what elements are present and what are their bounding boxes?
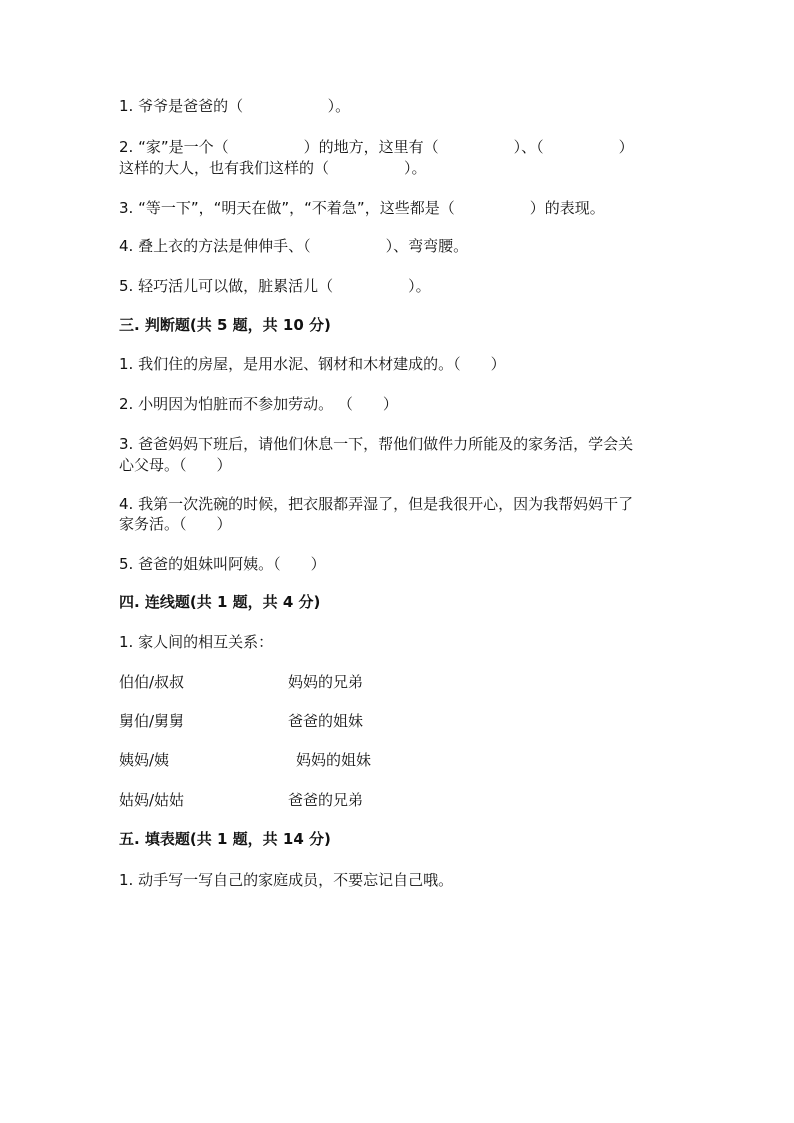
matching-right-item: 爸爸的姐妹 <box>288 712 364 730</box>
matching-right-item: 妈妈的姐妹 <box>296 751 372 769</box>
judge-section-heading: 三. 判断题(共 5 题，共 10 分) <box>119 316 331 334</box>
matching-section-heading: 四. 连线题(共 1 题，共 4 分) <box>119 593 321 611</box>
table-fill-section-heading: 五. 填表题(共 1 题，共 14 分) <box>119 830 331 848</box>
matching-right-item: 妈妈的兄弟 <box>288 673 364 691</box>
judge-question-3-line-1: 3. 爸爸妈妈下班后，请他们休息一下，帮他们做件力所能及的家务活，学会关 <box>119 435 634 453</box>
judge-question-3-line-2: 心父母。（ ） <box>119 456 232 474</box>
fill-question-2-line-2: 这样的大人，也有我们这样的（ ）。 <box>119 159 427 177</box>
judge-question-4-line-2: 家务活。（ ） <box>119 515 232 533</box>
fill-question-1: 1. 爷爷是爸爸的（ ）。 <box>119 97 351 115</box>
judge-question-4-line-1: 4. 我第一次洗碗的时候，把衣服都弄湿了，但是我很开心，因为我帮妈妈干了 <box>119 495 634 513</box>
judge-question-2: 2. 小明因为怕脏而不参加劳动。 （ ） <box>119 395 398 413</box>
fill-question-5: 5. 轻巧活儿可以做，脏累活儿（ ）。 <box>119 277 431 295</box>
table-fill-question-1: 1. 动手写一写自己的家庭成员，不要忘记自己哦。 <box>119 871 454 889</box>
matching-left-item: 姑妈/姑姑 <box>119 791 185 809</box>
fill-question-3: 3. “等一下”，“明天在做”，“不着急”，这些都是（ ）的表现。 <box>119 199 605 217</box>
matching-left-item: 伯伯/叔叔 <box>119 673 185 691</box>
matching-prompt: 1. 家人间的相互关系： <box>119 633 274 651</box>
fill-question-4: 4. 叠上衣的方法是伸伸手、（ ）、弯弯腰。 <box>119 237 469 255</box>
matching-right-item: 爸爸的兄弟 <box>288 791 364 809</box>
matching-left-item: 姨妈/姨 <box>119 751 170 769</box>
fill-question-2-line-1: 2. “家”是一个（ ）的地方，这里有（ ）、（ ） <box>119 138 634 156</box>
matching-left-item: 舅伯/舅舅 <box>119 712 185 730</box>
judge-question-5: 5. 爸爸的姐妹叫阿姨。（ ） <box>119 555 326 573</box>
judge-question-1: 1. 我们住的房屋，是用水泥、钢材和木材建成的。（ ） <box>119 355 506 373</box>
